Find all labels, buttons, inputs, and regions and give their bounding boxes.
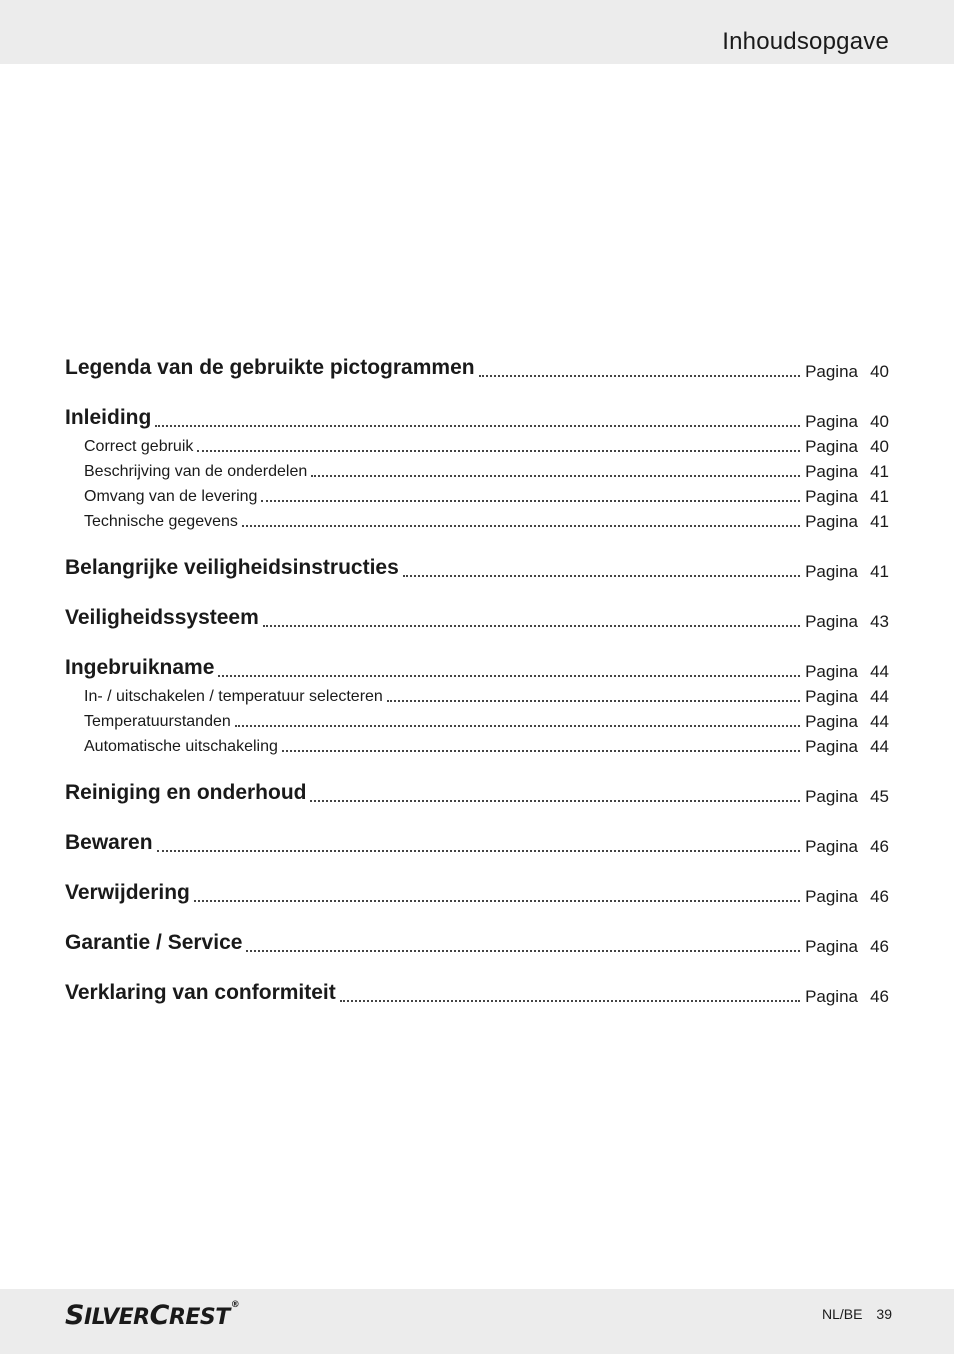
page-reference [805, 461, 889, 484]
toc-entry[interactable] [65, 548, 889, 584]
dot-leader [311, 475, 800, 477]
page-number-ref: 46 [870, 937, 889, 956]
toc-heading: Ingebruikname [65, 656, 215, 679]
page-title: Inhoudsopgave [722, 28, 889, 55]
page-reference [805, 661, 889, 684]
page-number-ref: 46 [870, 987, 889, 1006]
page-word: Pagina [805, 487, 858, 506]
page-reference [805, 886, 889, 909]
toc-heading: Inleiding [65, 406, 152, 429]
toc-subheading: Correct gebruik [84, 438, 194, 455]
page-word: Pagina [805, 887, 858, 906]
page-word: Pagina [805, 787, 858, 806]
page-word: Pagina [805, 687, 858, 706]
toc-subheading: Technische gegevens [84, 513, 238, 530]
toc-heading: Legenda van de gebruikte pictogrammen [65, 356, 475, 379]
page-number-ref: 40 [870, 412, 889, 431]
page-number-ref: 44 [870, 662, 889, 681]
dot-leader [218, 675, 800, 677]
dot-leader [479, 375, 800, 377]
dot-leader [263, 625, 800, 627]
page-word: Pagina [805, 937, 858, 956]
page-word: Pagina [805, 512, 858, 531]
page-number-ref: 41 [870, 487, 889, 506]
page-number-ref: 41 [870, 562, 889, 581]
dot-leader [403, 575, 800, 577]
toc-subentry[interactable] [65, 509, 889, 534]
toc-subheading: Beschrijving van de onderdelen [84, 463, 308, 480]
toc-entry[interactable] [65, 973, 889, 1009]
toc-heading: Verklaring van conformiteit [65, 981, 336, 1004]
toc-heading: Reiniging en onderhoud [65, 781, 307, 804]
page-word: Pagina [805, 737, 858, 756]
toc-entry[interactable] [65, 348, 889, 384]
toc-subentry[interactable] [65, 434, 889, 459]
page-reference [805, 561, 889, 584]
toc-subentry[interactable] [65, 684, 889, 709]
page-number-ref: 40 [870, 362, 889, 381]
toc-entry[interactable] [65, 873, 889, 909]
page-word: Pagina [805, 987, 858, 1006]
page-reference [805, 736, 889, 759]
toc-entry[interactable] [65, 598, 889, 634]
toc-heading: Veiligheidssysteem [65, 606, 259, 629]
toc-subheading: Temperatuurstanden [84, 713, 231, 730]
toc-heading: Verwijdering [65, 881, 190, 904]
page-number-ref: 46 [870, 837, 889, 856]
page-reference [805, 786, 889, 809]
page-word: Pagina [805, 712, 858, 731]
page-reference [805, 986, 889, 1009]
page-reference [805, 836, 889, 859]
toc-subentry[interactable] [65, 734, 889, 759]
page-word: Pagina [805, 362, 858, 381]
page-reference [805, 361, 889, 384]
dot-leader [282, 750, 800, 752]
locale-label: NL/BE [821, 1306, 863, 1322]
dot-leader [155, 425, 800, 427]
page-number-ref: 44 [870, 687, 889, 706]
toc-heading: Bewaren [65, 831, 153, 854]
dot-leader [235, 725, 800, 727]
toc-subheading: Automatische uitschakeling [84, 738, 278, 755]
page-reference [805, 411, 889, 434]
page-word: Pagina [805, 412, 858, 431]
dot-leader [310, 800, 800, 802]
dot-leader [261, 500, 800, 502]
page-number-ref: 41 [870, 462, 889, 481]
page-word: Pagina [805, 612, 858, 631]
dot-leader [387, 700, 800, 702]
toc-entry[interactable] [65, 773, 889, 809]
toc-heading: Belangrijke veiligheidsinstructies [65, 556, 399, 579]
page-number: 39 [876, 1306, 892, 1322]
page-word: Pagina [805, 837, 858, 856]
page-number-ref: 44 [870, 712, 889, 731]
toc-entry[interactable] [65, 648, 889, 684]
toc-entry[interactable] [65, 823, 889, 859]
table-of-contents [65, 348, 889, 1009]
silvercrest-logo: SILVERCREST® [65, 1300, 240, 1331]
dot-leader [194, 900, 800, 902]
page-reference [805, 436, 889, 459]
page-number-ref: 43 [870, 612, 889, 631]
page-number-ref: 44 [870, 737, 889, 756]
toc-entry[interactable] [65, 923, 889, 959]
toc-entry[interactable] [65, 398, 889, 434]
dot-leader [242, 525, 800, 527]
toc-subentry[interactable] [65, 484, 889, 509]
page-reference [805, 711, 889, 734]
toc-subentry[interactable] [65, 459, 889, 484]
page-reference [805, 686, 889, 709]
toc-subentry[interactable] [65, 709, 889, 734]
dot-leader [197, 450, 800, 452]
toc-subheading: Omvang van de levering [84, 488, 258, 505]
dot-leader [157, 850, 801, 852]
toc-heading: Garantie / Service [65, 931, 243, 954]
page-number-ref: 45 [870, 787, 889, 806]
page-number-ref: 40 [870, 437, 889, 456]
dot-leader [340, 1000, 800, 1002]
page-number-ref: 46 [870, 887, 889, 906]
page-reference [805, 486, 889, 509]
page-word: Pagina [805, 462, 858, 481]
page-reference [805, 936, 889, 959]
page-word: Pagina [805, 562, 858, 581]
page-word: Pagina [805, 662, 858, 681]
page-reference [805, 511, 889, 534]
page-word: Pagina [805, 437, 858, 456]
page-number-ref: 41 [870, 512, 889, 531]
toc-subheading: In- / uitschakelen / temperatuur selecteren [84, 688, 383, 705]
dot-leader [246, 950, 800, 952]
page-info [822, 1306, 892, 1322]
page-reference [805, 611, 889, 634]
